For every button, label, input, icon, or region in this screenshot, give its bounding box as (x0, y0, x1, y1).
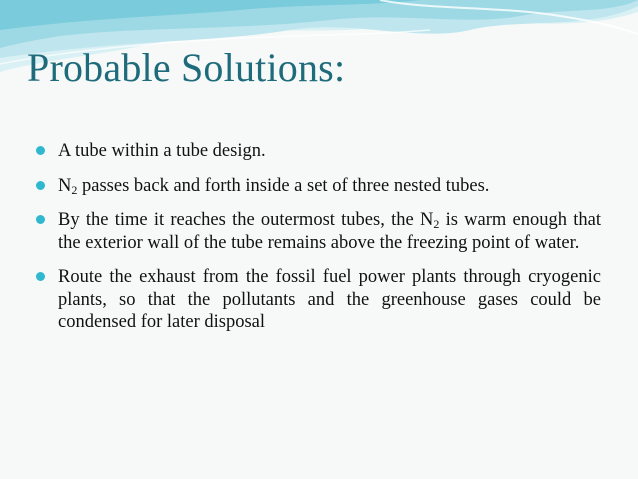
bullet-text: passes back and forth inside a set of three nested tubes. (77, 175, 490, 196)
list-item (36, 140, 601, 163)
bullet-dot-icon (36, 146, 45, 155)
bullet-dot-icon (36, 272, 45, 281)
bullet-text-after: is warm enough that the exterior wall of the tube remains above the freezing point of water. (58, 210, 601, 253)
list-item (36, 175, 601, 198)
list-item (36, 209, 601, 254)
bullet-list (36, 140, 601, 346)
bullet-dot-icon (36, 215, 45, 224)
bullet-prefix: N (58, 175, 72, 196)
bullet-text: A tube within a tube design. (58, 141, 266, 161)
bullet-text: Route the exhaust from the fossil fuel power plants through cryogenic plants, so that the pollutants and the greenhouse gases could be condensed for later disposal (58, 267, 601, 332)
bullet-text-before: By the time it reaches the outermost tubes, the N (58, 210, 434, 230)
subscript: 2 (433, 217, 440, 231)
subscript: 2 (71, 182, 78, 197)
slide-title: Probable Solutions: (27, 45, 346, 90)
list-item (36, 266, 601, 334)
bullet-dot-icon (36, 181, 45, 190)
